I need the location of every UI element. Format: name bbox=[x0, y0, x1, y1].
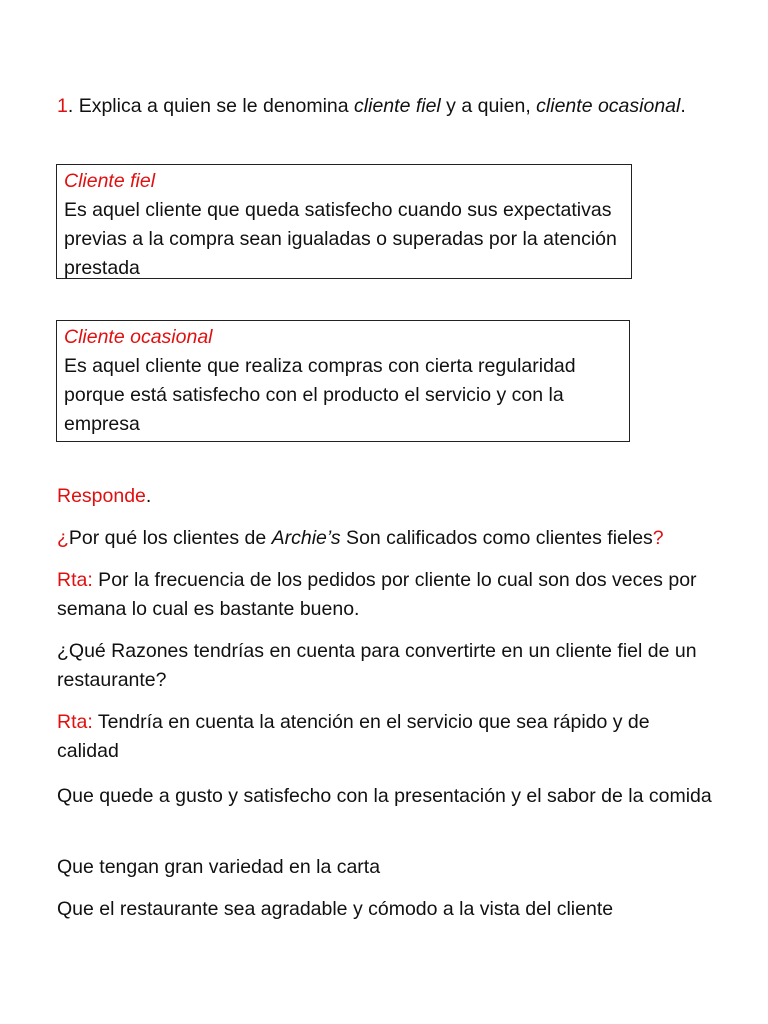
question-2 bbox=[57, 524, 727, 553]
answer-3 bbox=[57, 708, 707, 766]
box-definition: Es aquel cliente que realiza compras con cierta regularidad porque está satisfecho con el producto el servicio y con la empresa bbox=[64, 355, 576, 435]
question-text: Son calificados como clientes fieles bbox=[340, 527, 653, 549]
brand-name: Archie’s bbox=[271, 527, 341, 549]
definition-box-cliente-ocasional bbox=[56, 320, 630, 442]
responde-heading bbox=[57, 482, 727, 511]
answer-label: Rta: bbox=[57, 569, 93, 591]
question-close-mark: ? bbox=[652, 527, 664, 549]
question-text: Por qué los clientes de bbox=[68, 527, 272, 549]
definition-box-cliente-fiel bbox=[56, 164, 632, 279]
question-3: ¿Qué Razones tendrías en cuenta para convertirte en un cliente fiel de un restaurante? bbox=[57, 640, 697, 691]
term-cliente-fiel: cliente fiel bbox=[354, 95, 441, 117]
reason-item: Que tengan gran variedad en la carta bbox=[57, 856, 381, 878]
reason-item: Que quede a gusto y satisfecho con la presentación y el sabor de la comida bbox=[57, 785, 712, 807]
box-title: Cliente fiel bbox=[64, 170, 156, 192]
answer-2 bbox=[57, 566, 707, 624]
question-text: . bbox=[680, 95, 686, 117]
question-1 bbox=[57, 92, 717, 121]
answer-text: Tendría en cuenta la atención en el servicio que sea rápido y de calidad bbox=[57, 711, 650, 762]
responde-dot: . bbox=[145, 485, 152, 507]
box-definition: Es aquel cliente que queda satisfecho cuando sus expectativas previas a la compra sean igualadas o superadas por la atención prestada bbox=[64, 199, 617, 279]
answer-text: Por la frecuencia de los pedidos por cliente lo cual son dos veces por semana lo cual es bastante bueno. bbox=[57, 569, 697, 620]
question-number: 1 bbox=[57, 95, 68, 117]
term-cliente-ocasional: cliente ocasional bbox=[536, 95, 681, 117]
question-text: . Explica a quien se le denomina bbox=[67, 95, 355, 117]
responde-label: Responde bbox=[57, 485, 146, 507]
question-text: y a quien, bbox=[440, 95, 537, 117]
box-title: Cliente ocasional bbox=[64, 326, 213, 348]
question-open-mark: ¿ bbox=[57, 527, 69, 549]
answer-label: Rta: bbox=[57, 711, 93, 733]
reason-item: Que el restaurante sea agradable y cómodo a la vista del cliente bbox=[57, 898, 614, 920]
